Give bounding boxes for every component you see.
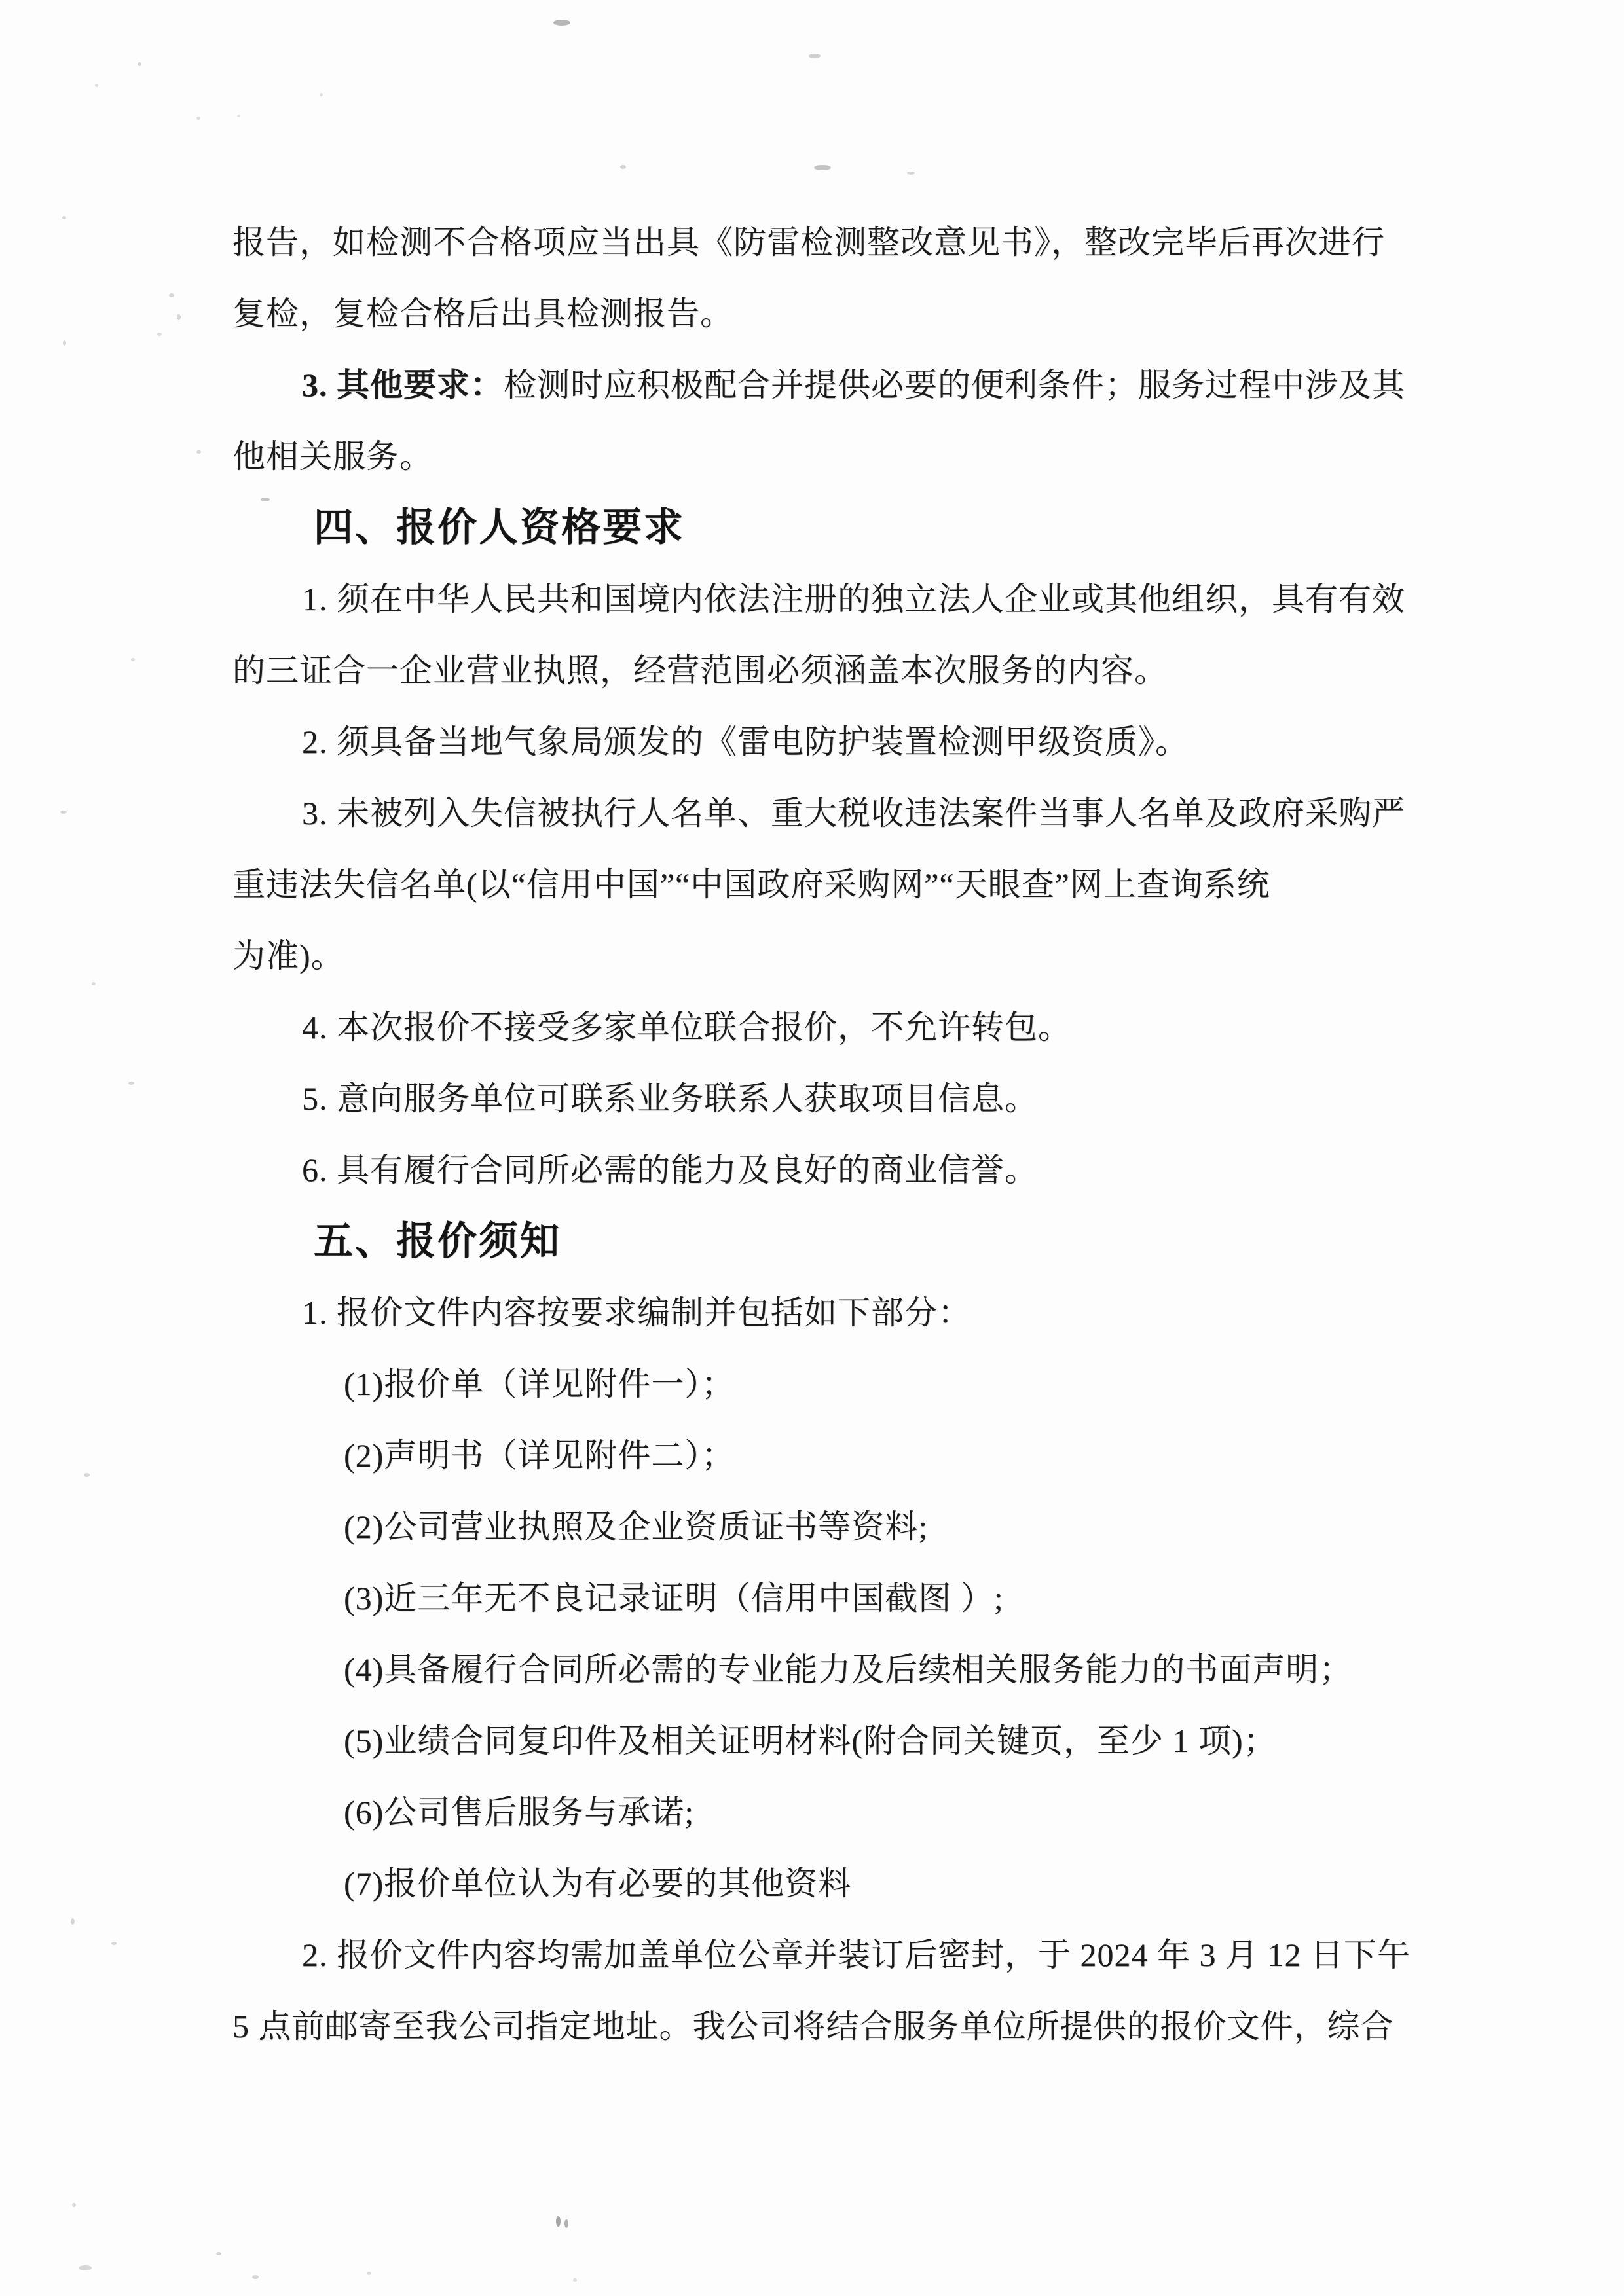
scan-speckle xyxy=(177,314,181,320)
scan-speckle xyxy=(169,293,174,297)
scan-speckle xyxy=(809,54,821,58)
qualification-item-1-line-2: 的三证合一企业营业执照，经营范围必须涵盖本次服务的内容。 xyxy=(232,652,1168,689)
scan-speckle xyxy=(131,658,135,661)
scan-speckle xyxy=(60,811,67,814)
scan-speckle xyxy=(553,20,570,26)
notice-subitem-1: (1)报价单（详见附件一）； xyxy=(344,1366,735,1402)
other-requirements-text: 检测时应积极配合并提供必要的便利条件；服务过程中涉及其 xyxy=(504,367,1405,403)
line-retest-1: 报告，如检测不合格项应当出具《防雷检测整改意见书》，整改完毕后再次进行 xyxy=(232,224,1385,261)
qualification-item-1-line-1: 1. 须在中华人民共和国境内依法注册的独立法人企业或其他组织，具有有效 xyxy=(302,581,1405,617)
line-other-requirements-1 xyxy=(232,350,1411,421)
scan-speckle xyxy=(128,1082,134,1085)
scan-speckle xyxy=(138,62,141,66)
document-body xyxy=(232,207,1411,2062)
qualification-item-2: 2. 须具备当地气象局颁发的《雷电防护装置检测甲级资质》。 xyxy=(302,723,1189,760)
scan-speckle xyxy=(556,2216,561,2227)
scan-speckle xyxy=(573,2278,577,2282)
scan-speckle xyxy=(62,216,66,219)
scan-speckle xyxy=(367,2272,371,2275)
heading-section-five: 五、报价须知 xyxy=(314,1220,561,1263)
scan-speckle xyxy=(196,450,201,454)
notice-subitem-3: (2)公司营业执照及企业资质证书等资料; xyxy=(344,1508,929,1545)
qualification-item-3-line-1: 3. 未被列入失信被执行人名单、重大税收违法案件当事人名单及政府采购严 xyxy=(302,795,1405,831)
scan-speckle xyxy=(63,340,66,346)
scan-speckle xyxy=(620,165,626,169)
notice-item-2-line-2: 5 点前邮寄至我公司指定地址。我公司将结合服务单位所提供的报价文件，综合 xyxy=(232,2008,1394,2045)
notice-subitem-7: (6)公司售后服务与承诺; xyxy=(344,1794,695,1831)
scan-speckle xyxy=(84,1473,90,1477)
notice-item-2-line-1: 2. 报价文件内容均需加盖单位公章并装订后密封，于 2024 年 3 月 12 日下午 xyxy=(302,1937,1411,1973)
scan-speckle xyxy=(907,172,915,175)
qualification-item-5: 5. 意向服务单位可联系业务联系人获取项目信息。 xyxy=(302,1080,1038,1117)
scan-speckle xyxy=(72,2203,76,2207)
scan-speckle xyxy=(92,982,96,985)
qualification-item-3-line-2: 重违法失信名单(以“信用中国”“中国政府采购网”“天眼查”网上查询系统 xyxy=(232,866,1270,903)
scan-speckle xyxy=(196,117,200,120)
scan-speckle xyxy=(237,115,240,117)
scan-speckle xyxy=(111,1942,117,1945)
notice-subitem-8: (7)报价单位认为有必要的其他资料 xyxy=(344,1865,852,1902)
notice-subitem-6: (5)业绩合同复印件及相关证明材料(附合同关键页，至少 1 项)； xyxy=(344,1722,1277,1759)
qualification-item-3-line-3: 为准)。 xyxy=(232,938,344,974)
notice-item-1: 1. 报价文件内容按要求编制并包括如下部分： xyxy=(302,1294,971,1331)
notice-subitem-2: (2)声明书（详见附件二）； xyxy=(344,1437,735,1474)
scan-speckle xyxy=(564,2219,568,2228)
heading-section-four: 四、报价人资格要求 xyxy=(314,506,685,549)
qualification-item-4: 4. 本次报价不接受多家单位联合报价，不允许转包。 xyxy=(302,1009,1071,1046)
line-retest-2: 复检，复检合格后出具检测报告。 xyxy=(232,295,733,332)
scan-speckle xyxy=(814,165,831,170)
scan-speckle xyxy=(79,2265,92,2270)
scan-speckle xyxy=(252,2275,259,2279)
scan-speckle xyxy=(95,84,98,87)
scan-speckle xyxy=(320,93,323,96)
line-other-requirements-2: 他相关服务。 xyxy=(232,438,433,475)
scan-speckle xyxy=(216,2252,221,2255)
qualification-item-6: 6. 具有履行合同所必需的能力及良好的商业信誉。 xyxy=(302,1152,1038,1188)
notice-subitem-4: (3)近三年无不良记录证明（信用中国截图 ）; xyxy=(344,1580,1004,1616)
other-requirements-label: 3. 其他要求： xyxy=(302,367,504,403)
scan-speckle xyxy=(157,333,162,336)
scan-speckle xyxy=(71,1918,75,1925)
notice-subitem-5: (4)具备履行合同所必需的专业能力及后续相关服务能力的书面声明； xyxy=(344,1651,1353,1688)
